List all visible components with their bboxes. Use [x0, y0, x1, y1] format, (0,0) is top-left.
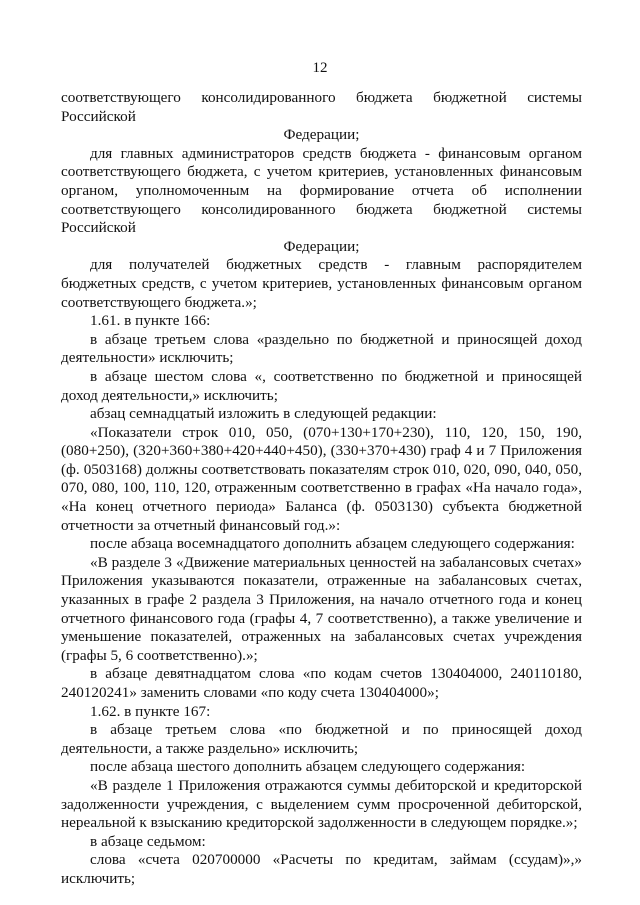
paragraph: в абзаце седьмом:	[90, 832, 206, 850]
document-body	[61, 89, 582, 889]
paragraph: в абзаце шестом слова «, соответственно по бюджетной и приносящей доход деятельности,» исключить;	[61, 367, 582, 404]
paragraph: абзац семнадцатый изложить в следующей редакции:	[90, 405, 437, 423]
paragraph: после абзаца шестого дополнить абзацем следующего содержания:	[90, 758, 526, 776]
paragraph: Федерации;	[283, 126, 360, 144]
paragraph: в абзаце третьем слова «по бюджетной и по приносящей доход деятельности, а также раздельно» исключить;	[61, 721, 582, 757]
paragraph: «В разделе 3 «Движение материальных ценностей на забалансовых счетах» Приложения указываются показатели, отраженные на забалансовых счетах, указанных в графе 2 раздела 3 Приложения, на начало отчетного года и конец отчетного финансового года (графы 4, 7 соответственно), а также увеличение и уменьшение показателей, отраженных на забалансовых счетах учреждения (графы 5, 6 соответственно).»;	[61, 553, 582, 664]
paragraph: «В разделе 1 Приложения отражаются суммы дебиторской и кредиторской задолженности учреждения, с выделением сумм просроченной дебиторской, нереальной к взысканию кредиторской задолженности в следующем порядке.»;	[61, 776, 582, 832]
paragraph: 1.61. в пункте 166:	[90, 312, 211, 330]
page-number: 12	[312, 60, 328, 76]
paragraph: в абзаце третьем слова «раздельно по бюджетной и приносящей доход деятельности» исключить;	[61, 330, 582, 367]
paragraph: после абзаца восемнадцатого дополнить абзацем следующего содержания:	[90, 535, 575, 553]
paragraph: 1.62. в пункте 167:	[90, 702, 211, 720]
paragraph: для получателей бюджетных средств - главным распорядителем бюджетных средств, с учетом критериев, установленных финансовым органом соответствующего бюджета.»;	[61, 256, 582, 311]
paragraph: в абзаце девятнадцатом слова «по кодам счетов 130404000, 240110180, 240120241» заменить словами «по коду счета 130404000»;	[61, 665, 582, 701]
paragraph: слова «счета 020700000 «Расчеты по кредитам, займам (ссудам)»,» исключить;	[61, 851, 582, 887]
paragraph: Федерации;	[283, 237, 360, 255]
paragraph: «Показатели строк 010, 050, (070+130+170+230), 110, 120, 150, 190, (080+250), (320+360+380+420+440+450), (330+370+430) граф 4 и 7 Приложения (ф. 0503168) должны соответствовать показателям строк 010, 020, 090, 040, 050, 070, 080, 100, 110, 120, отраженным соответственно в графах «На начало года», «На конец отчетного периода» Баланса (ф. 0503130) субъекта бюджетной отчетности за отчетный финансовый год.»:	[61, 423, 582, 534]
paragraph: для главных администраторов средств бюджета - финансовым органом соответствующего бюджета, с учетом критериев, установленных финансовым органом, уполномоченным на формирование отчета об исполнении соответствующего консолидированного бюджета бюджетной системы Российской	[61, 144, 582, 237]
paragraph: соответствующего консолидированного бюджета бюджетной системы Российской	[61, 89, 582, 125]
